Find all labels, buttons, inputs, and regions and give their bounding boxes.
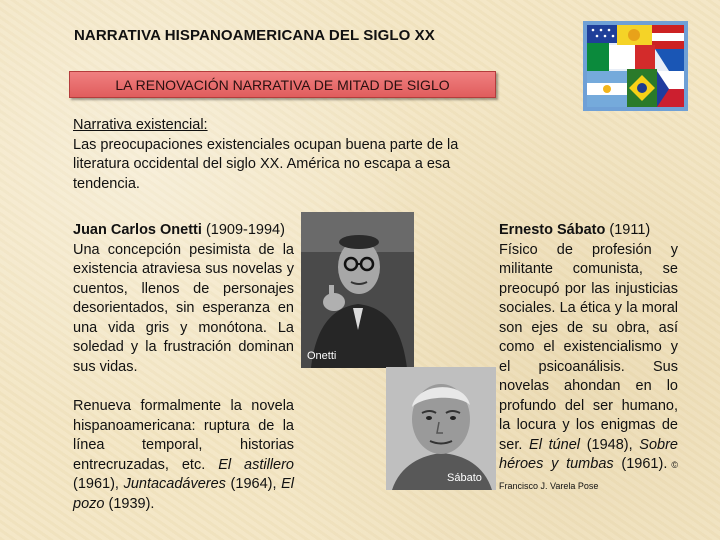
sabato-work-title: El túnel <box>529 436 581 453</box>
sabato-dates: (1911) <box>609 222 651 238</box>
onetti-portrait-svg <box>301 212 414 368</box>
sabato-name: Ernesto Sábato <box>499 222 606 238</box>
sabato-photo-label: Sábato <box>447 472 482 484</box>
onetti-portrait <box>301 212 414 368</box>
copyright-notice: © Francisco J. Varela Pose <box>499 460 678 491</box>
sabato-description: Físico de profesión y militante comunista, se preocupó por las injusticias sociales. La ética y la moral son ejes de su obra, así como el existencialismo y el psicoanálisis. Sus novelas ahondan en lo profundo del ser humano, la locura y los enigmas de ser. <box>499 241 678 453</box>
onetti-renewal-text: Renueva formalmente la novela hispanoamericana: ruptura de la línea temporal, historias entrecruzadas, etc. <box>73 398 294 473</box>
sabato-section <box>499 221 678 496</box>
sabato-work-year: (1961) <box>621 456 664 472</box>
onetti-work-title: El pozo <box>73 476 295 512</box>
onetti-section <box>73 221 294 514</box>
onetti-renewal: Renueva formalmente la novela hispanoamericana: ruptura de la línea temporal, historias entrecruzadas, etc. El astillero (1961), Juntacadáveres (1964), El pozo (1939). <box>73 398 295 512</box>
sabato-body: Físico de profesión y militante comunista, se preocupó por las injusticias sociales. La ética y la moral son ejes de su obra, así como el existencialismo y el psicoanálisis. Sus novelas ahondan en lo profundo del ser humano, la locura y los enigmas de ser. El túnel (1948), Sobre héroes y tumbas (1961). © Francisco J. Varela Pose <box>499 241 678 491</box>
onetti-work-title: Juntacadáveres <box>123 476 226 492</box>
onetti-work-year: (1939) <box>108 495 151 512</box>
sabato-work-year: (1948) <box>586 436 629 453</box>
onetti-dates: (1909-1994) <box>205 222 285 238</box>
flags-collage-icon <box>583 21 688 111</box>
onetti-work-title: El astillero <box>218 456 294 473</box>
onetti-work-year: (1964) <box>230 476 273 492</box>
sabato-work-title: Sobre héroes y tumbas <box>499 436 678 472</box>
intro-text: Las preocupaciones existenciales ocupan buena parte de la literatura occidental del siglo XX. América no escapa a esa tendencia. <box>73 136 459 192</box>
onetti-name: Juan Carlos Onetti <box>73 222 202 238</box>
page-title: NARRATIVA HISPANOAMERICANA DEL SIGLO XX <box>74 27 435 44</box>
intro-heading: Narrativa existencial: <box>73 117 208 133</box>
onetti-header <box>73 221 294 241</box>
subtitle-banner: LA RENOVACIÓN NARRATIVA DE MITAD DE SIGLO <box>69 71 496 98</box>
flags-collage-svg <box>587 25 684 107</box>
onetti-description: Una concepción pesimista de la existencia atraviesa sus novelas y cuentos, llenos de personajes desorientados, sin esperanza en una vida gris y monótona. La soledad y la frustración dominan sus vidas. <box>73 241 294 375</box>
onetti-photo-label: Onetti <box>307 350 337 362</box>
onetti-work-year: (1961) <box>73 476 115 492</box>
sabato-header <box>499 221 678 241</box>
intro-section <box>73 116 513 194</box>
